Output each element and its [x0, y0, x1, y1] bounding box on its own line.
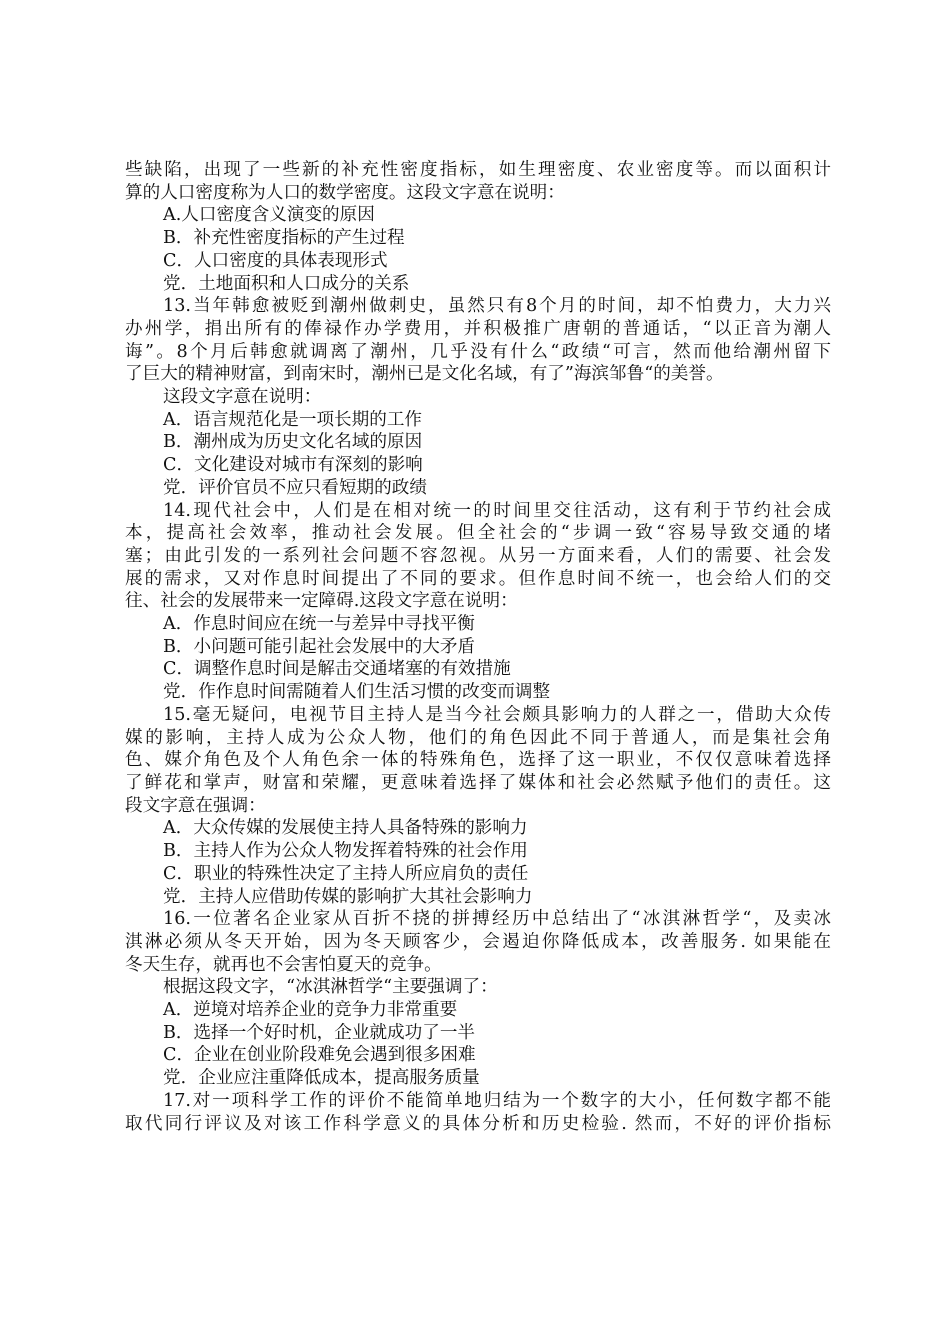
paragraph-line: 往、社会的发展带来一定障碍.这段文字意在说明： — [125, 591, 518, 612]
paragraph-line: 了巨大的精神财富，到南宋时，潮州已是文化名域，有了”海滨邹鲁“的美誉。 — [125, 364, 724, 385]
paragraph-line: 色、媒介角色及个人角色余一体的特殊角色，选择了这一职业，不仅仅意味着选择 — [125, 750, 831, 771]
option-b: B．主持人作为公众人物发挥着特殊的社会作用 — [163, 841, 528, 862]
paragraph-line: 算的人口密度称为人口的数学密度。这段文字意在说明： — [125, 182, 565, 203]
option-a: A．逆境对培养企业的竞争力非常重要 — [163, 1000, 458, 1021]
paragraph-line: 冬天生存，就再也不会害怕夏天的竞争。 — [125, 954, 442, 975]
question-14 — [125, 500, 831, 704]
option-b: B．小问题可能引起社会发展中的大矛盾 — [163, 636, 476, 657]
document-page — [125, 159, 831, 1135]
option-a: A．作息时间应在统一与差异中寻找平衡 — [163, 614, 475, 635]
question-12 — [125, 159, 831, 295]
option-d: 党．土地面积和人口成分的关系 — [163, 273, 410, 294]
option-c: C．调整作息时间是解击交通堵塞的有效措施 — [163, 659, 511, 680]
question-prompt: 根据这段文字，“冰淇淋哲学“主要强调了： — [163, 977, 498, 998]
option-d: 党．主持人应借助传媒的影响扩大其社会影响力 — [163, 886, 533, 907]
option-c: C．人口密度的具体表现形式 — [163, 250, 388, 271]
paragraph-line: 媒的影响，主持人成为公众人物，他们的角色因此不同于普通人，而是集社会角 — [125, 727, 831, 748]
question-15 — [125, 704, 831, 908]
question-13 — [125, 295, 831, 499]
option-a: A.人口密度含义演变的原因 — [163, 205, 375, 226]
option-b: B．补充性密度指标的产生过程 — [163, 228, 405, 249]
option-d: 党．企业应注重降低成本，提高服务质量 — [163, 1068, 480, 1089]
option-d: 党．作作息时间需随着人们生活习惯的改变而调整 — [163, 682, 551, 703]
paragraph-line: 些缺陷，出现了一些新的补充性密度指标，如生理密度、农业密度等。而以面积计 — [125, 160, 831, 180]
question-17 — [125, 1090, 831, 1135]
option-c: C．企业在创业阶段难免会遇到很多困难 — [163, 1045, 476, 1066]
option-a: A．语言规范化是一项长期的工作 — [163, 409, 423, 430]
paragraph-line: 本，提高社会效率，推动社会发展。但全社会的“步调一致“容易导致交通的堵 — [125, 523, 831, 544]
paragraph-line: 办州学，捐出所有的俸禄作办学费用，并积极推广唐朝的普通话，“以正音为潮人 — [125, 318, 831, 339]
paragraph-line: 展的需求，又对作息时间提出了不同的要求。但作息时间不统一，也会给人们的交 — [125, 568, 831, 589]
paragraph-line: 了鲜花和掌声，财富和荣耀，更意味着选择了媒体和社会必然赋予他们的责任。这 — [125, 772, 831, 793]
paragraph-line: 15.毫无疑问，电视节目主持人是当今社会颇具影响力的人群之一，借助大众传 — [163, 704, 831, 725]
option-a: A．大众传媒的发展使主持人具备特殊的影响力 — [163, 818, 528, 839]
paragraph-line: 塞；由此引发的一系列社会问题不容忽视。从另一方面来看，人们的需要、社会发 — [125, 545, 831, 566]
question-16 — [125, 908, 831, 1090]
option-d: 党．评价官员不应只看短期的政绩 — [163, 477, 427, 498]
option-c: C．职业的特殊性决定了主持人所应肩负的责任 — [163, 863, 529, 884]
paragraph-line: 13.当年韩愈被贬到潮州做刺史，虽然只有8个月的时间，却不怕费力，大力兴 — [163, 296, 831, 317]
option-b: B．潮州成为历史文化名域的原因 — [163, 432, 423, 453]
paragraph-line: 16.一位著名企业家从百折不挠的拼搏经历中总结出了“冰淇淋哲学“，及卖冰 — [163, 909, 831, 930]
question-prompt: 这段文字意在说明： — [163, 387, 322, 408]
paragraph-line: 诲”。8个月后韩愈就调离了潮州，几乎没有什么“政绩“可言，然而他给潮州留下 — [125, 341, 831, 362]
paragraph-line: 取代同行评议及对该工作科学意义的具体分析和历史检验. 然而，不好的评价指标 — [125, 1113, 831, 1134]
option-b: B．选择一个好时机，企业就成功了一半 — [163, 1022, 476, 1043]
paragraph-line: 淇淋必须从冬天开始，因为冬天顾客少，会遏迫你降低成本，改善服务. 如果能在 — [125, 931, 831, 952]
paragraph-line: 14.现代社会中，人们是在相对统一的时间里交往活动，这有利于节约社会成 — [163, 500, 831, 521]
paragraph-line: 17.对一项科学工作的评价不能简单地归结为一个数字的大小，任何数字都不能 — [163, 1090, 831, 1111]
option-c: C．文化建设对城市有深刻的影响 — [163, 455, 423, 476]
paragraph-line: 段文字意在强调： — [125, 795, 266, 816]
